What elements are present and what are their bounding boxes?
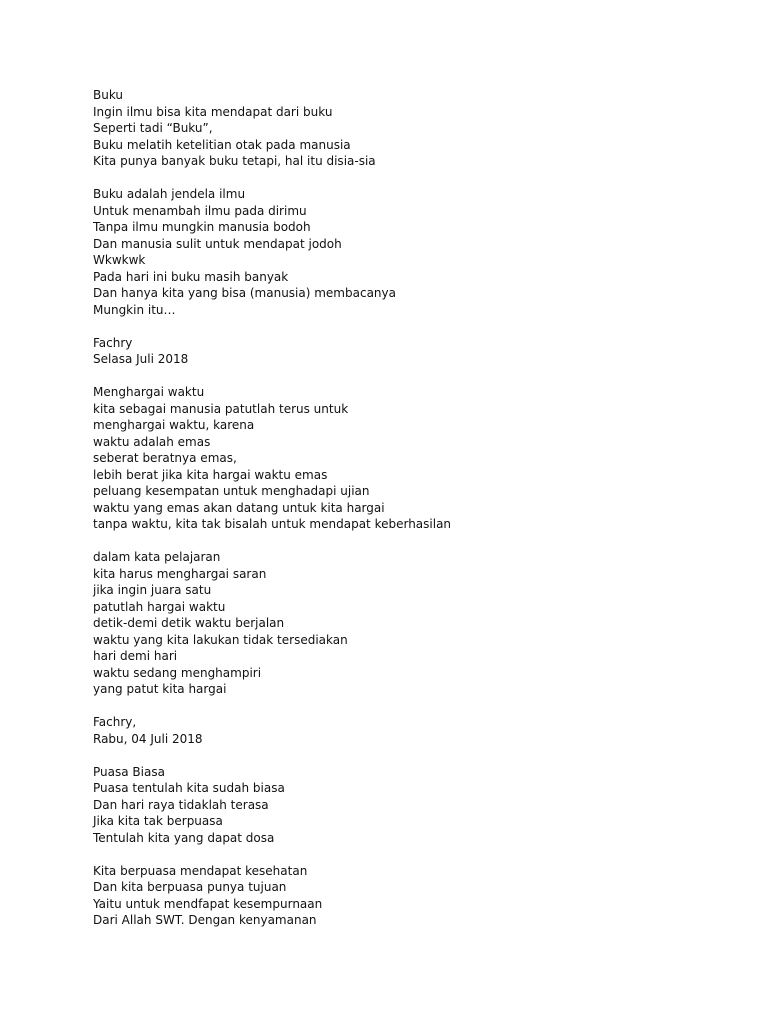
- poem-line: Buku adalah jendela ilmu: [93, 187, 246, 201]
- poem-line: hari demi hari: [93, 649, 178, 663]
- poem-line: lebih berat jika kita hargai waktu emas: [93, 467, 328, 482]
- poem-line: Buku melatih ketelitian otak pada manusia: [93, 137, 351, 152]
- poem-line: kita harus menghargai saran: [93, 566, 267, 581]
- poem-line: waktu yang kita lakukan tidak tersediakan: [93, 632, 348, 647]
- poem-line: waktu sedang menghampiri: [93, 665, 262, 680]
- stanza-gap: [93, 170, 713, 187]
- stanza: [93, 863, 713, 929]
- poem-line: Dari Allah SWT. Dengan kenyamanan: [93, 913, 317, 927]
- poem-title: Puasa Biasa: [93, 764, 165, 779]
- poem-line: detik-demi detik waktu berjalan: [93, 616, 285, 630]
- poem-line: yang patut kita hargai: [93, 682, 227, 696]
- poem-line: Seperti tadi “Buku”,: [93, 121, 213, 135]
- poem-line: Dan hari raya tidaklah terasa: [93, 797, 269, 812]
- signature-block: [93, 714, 713, 747]
- poem-line: waktu adalah emas: [93, 434, 211, 449]
- poem-line: tanpa waktu, kita tak bisalah untuk mendapat keberhasilan: [93, 517, 452, 531]
- poem-line: jika ingin juara satu: [93, 583, 212, 597]
- poem-line: Jika kita tak berpuasa: [93, 814, 223, 828]
- poem-line: Dan hanya kita yang bisa (manusia) membacanya: [93, 286, 396, 300]
- stanza: [93, 384, 713, 533]
- poem-line: Pada hari ini buku masih banyak: [93, 269, 289, 284]
- stanza-gap: [93, 747, 713, 764]
- stanza-gap: [93, 533, 713, 550]
- poem-line: Yaitu untuk mendfapat kesempurnaan: [93, 896, 323, 911]
- poem-line: Puasa tentulah kita sudah biasa: [93, 781, 285, 795]
- stanza: [93, 549, 713, 698]
- stanza: [93, 186, 713, 318]
- poem-line: Fachry: [93, 335, 133, 350]
- stanza-gap: [93, 698, 713, 715]
- stanza: [93, 87, 713, 170]
- poem-line: Untuk menambah ilmu pada dirimu: [93, 203, 307, 218]
- poem-line: Kita berpuasa mendapat kesehatan: [93, 863, 308, 878]
- poem-line: Mungkin itu…: [93, 302, 176, 317]
- poem-line: Kita punya banyak buku tetapi, hal itu disia-sia: [93, 154, 376, 168]
- poem-line: Tanpa ilmu mungkin manusia bodoh: [93, 220, 311, 234]
- poem-line: Ingin ilmu bisa kita mendapat dari buku: [93, 104, 333, 119]
- poem-line: Dan manusia sulit untuk mendapat jodoh: [93, 236, 342, 251]
- stanza-gap: [93, 368, 713, 385]
- poem-line: Fachry,: [93, 715, 137, 729]
- stanza-gap: [93, 318, 713, 335]
- poem-title: Menghargai waktu: [93, 385, 205, 399]
- poem-line: seberat beratnya emas,: [93, 451, 237, 465]
- poem-line: Dan kita berpuasa punya tujuan: [93, 880, 287, 894]
- poem-line: Wkwkwk: [93, 253, 146, 267]
- stanza: [93, 764, 713, 847]
- poem-line: menghargai waktu, karena: [93, 418, 255, 432]
- poem-title: Buku: [93, 88, 124, 102]
- poem-line: patutlah hargai waktu: [93, 599, 226, 614]
- poem-line: kita sebagai manusia patutlah terus untuk: [93, 401, 349, 416]
- poem-line: peluang kesempatan untuk menghadapi ujian: [93, 484, 370, 498]
- poem-line: Selasa Juli 2018: [93, 352, 189, 366]
- poem-line: Rabu, 04 Juli 2018: [93, 731, 203, 746]
- poem-line: waktu yang emas akan datang untuk kita hargai: [93, 500, 385, 515]
- signature-block: [93, 335, 713, 368]
- poem-collection: [93, 87, 713, 929]
- stanza-gap: [93, 846, 713, 863]
- poem-line: dalam kata pelajaran: [93, 550, 221, 564]
- poem-line: Tentulah kita yang dapat dosa: [93, 830, 275, 845]
